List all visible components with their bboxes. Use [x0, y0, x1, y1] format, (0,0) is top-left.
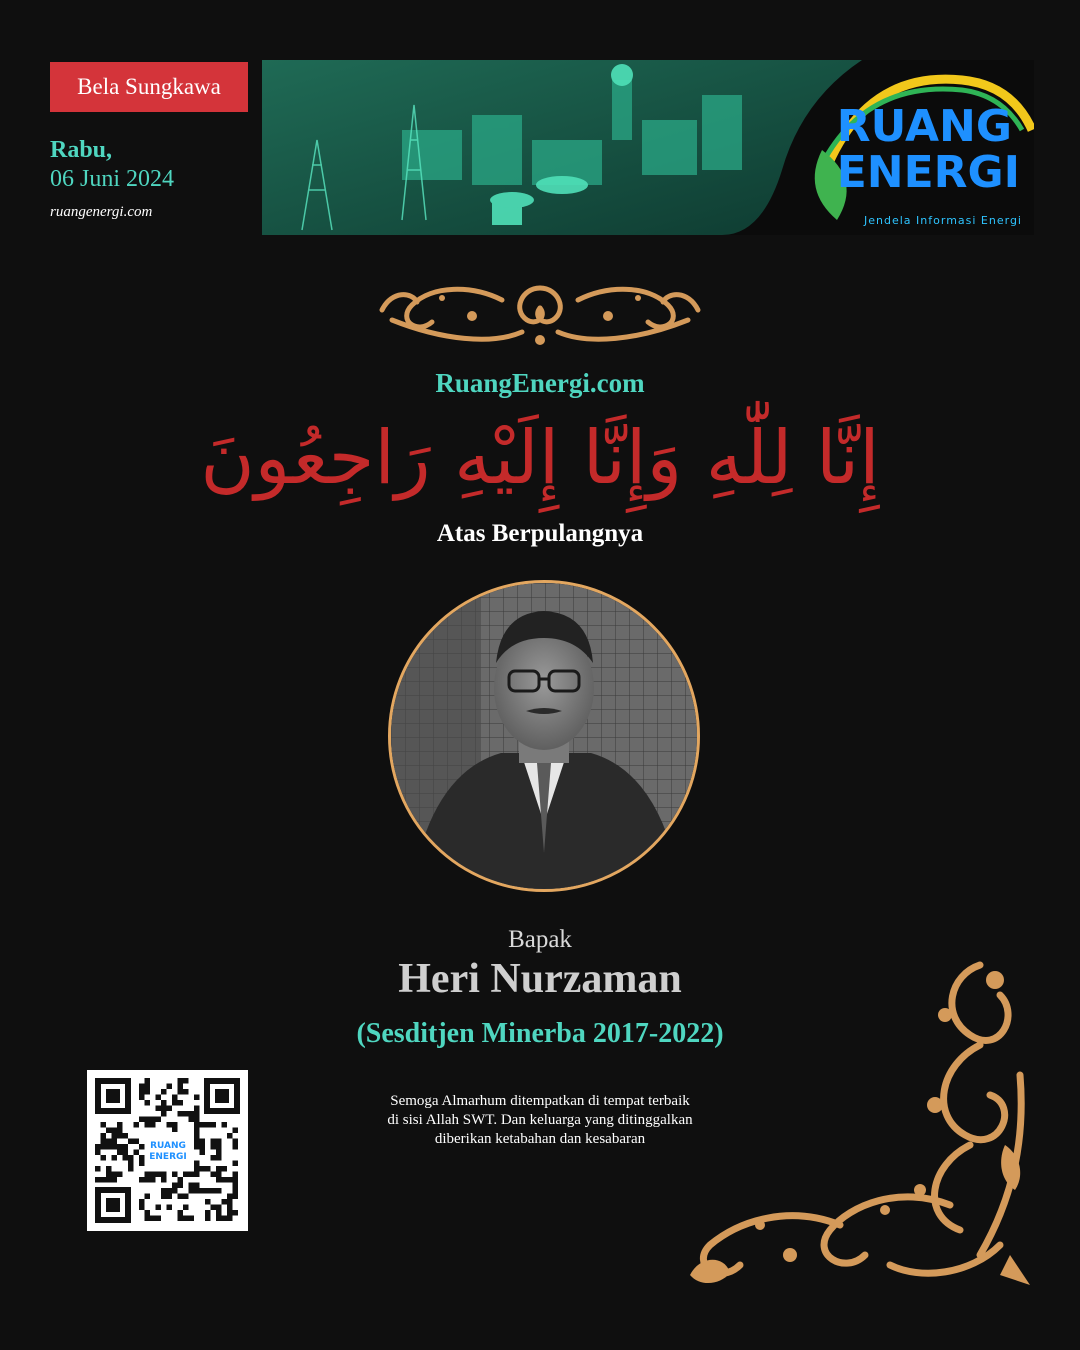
intro-text: Atas Berpulangnya — [436, 520, 644, 547]
logo-line2: ENERGI — [836, 147, 1020, 198]
site-title: RuangEnergi.com — [435, 368, 645, 398]
prayer-line: diberikan ketabahan dan kesabaran — [434, 1131, 646, 1147]
qr-code[interactable] — [87, 1070, 248, 1231]
day-label: Rabu, — [50, 137, 113, 163]
logo-tagline: Jendela Informasi Energi — [864, 214, 1022, 227]
prayer-line: Semoga Almarhum ditempatkan di tempat terbaik — [390, 1093, 690, 1109]
prayer-line: di sisi Allah SWT. Dan keluarga yang ditinggalkan — [387, 1112, 693, 1128]
ornament-corner — [680, 955, 1040, 1295]
logo-line1: RUANG — [836, 101, 1012, 152]
ornament-top — [372, 280, 708, 350]
portrait-photo — [388, 580, 700, 892]
honorific: Bapak — [508, 926, 572, 953]
svg-text:ENERGI: ENERGI — [149, 1152, 187, 1162]
category-badge: Bela Sungkawa — [50, 62, 248, 112]
header-banner — [262, 60, 1034, 235]
arabic-calligraphy: إِنَّا لِلّٰهِ وَإِنَّا إِلَيْهِ رَاجِعُونَ — [200, 415, 880, 501]
svg-text:RUANG: RUANG — [150, 1141, 186, 1151]
deceased-name: Heri Nurzaman — [398, 956, 682, 1002]
site-url[interactable]: ruangenergi.com — [50, 204, 153, 220]
date-label: 06 Juni 2024 — [50, 166, 175, 192]
position-title: (Sesditjen Minerba 2017-2022) — [356, 1018, 724, 1049]
brand-logo — [836, 101, 1020, 198]
